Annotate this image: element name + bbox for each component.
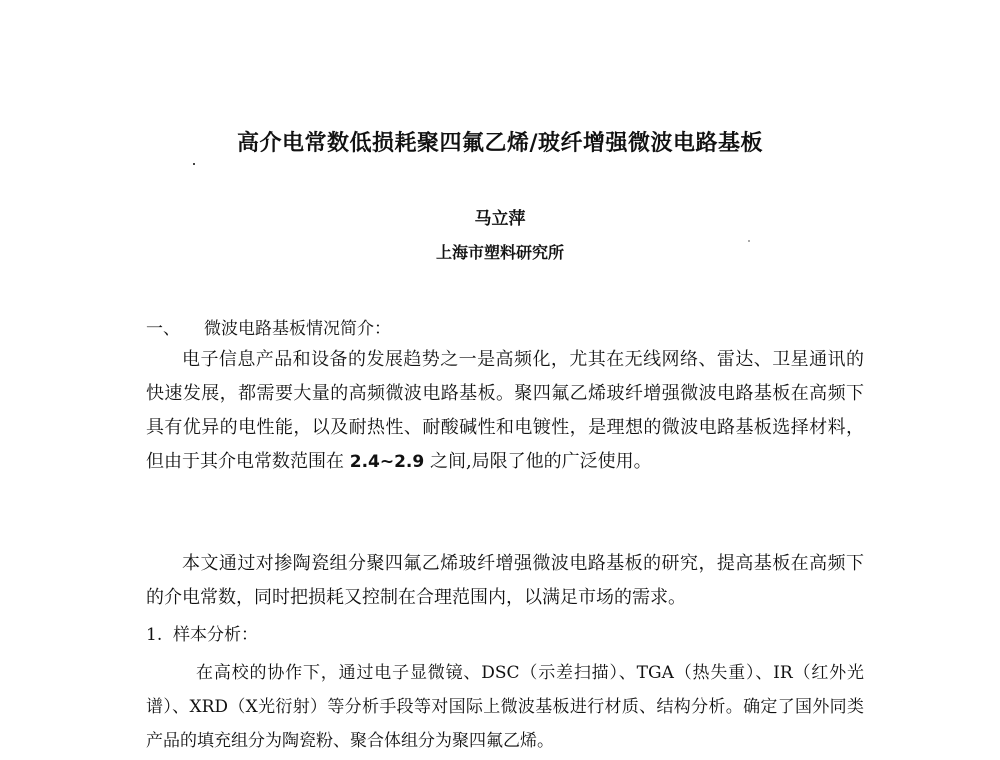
paragraph-intro-text-a: 电子信息产品和设备的发展趋势之一是高频化，尤其在无线网络、雷达、卫星通讯的快速发展，都需要大量的高频微波电路基板。聚四氟乙烯玻纤增强微波电路基板在高频下具有优异的电性能，以及耐热性、耐酸碱性和电镀性，是理想的微波电路基板选择材料，但由于其介电常数范围在	[146, 349, 864, 472]
paragraph-purpose: 本文通过对掺陶瓷组分聚四氟乙烯玻纤增强微波电路基板的研究，提高基板在高频下的介电常数，同时把损耗又控制在合理范围内，以满足市场的需求。	[146, 553, 864, 608]
paragraph-intro	[146, 343, 864, 479]
subsection-number: 1.	[146, 625, 163, 645]
paragraph-intro-text-b: 之间,局限了他的广泛使用。	[429, 451, 652, 472]
author-affiliation: 上海市塑料研究所	[435, 243, 564, 262]
subsection-title: 样本分析：	[173, 625, 259, 645]
scan-speck	[193, 163, 195, 165]
section-title: 微波电路基板情况简介：	[204, 319, 391, 339]
paragraph-sample-analysis: 在高校的协作下，通过电子显微镜、DSC（示差扫描）、TGA（热失重）、IR（红外光谱）、XRD（X光衍射）等分析手段等对国际上微波基板进行材质、结构分析。确定了国外同类产品的填充组分为陶瓷粉、聚合体组分为聚四氟乙烯。	[146, 663, 864, 751]
section-number: 一、	[146, 319, 180, 339]
author-name: 马立萍	[474, 209, 526, 229]
section-heading	[146, 314, 391, 339]
document-title: 高介电常数低损耗聚四氟乙烯/玻纤增强微波电路基板	[236, 130, 764, 156]
subsection-heading	[146, 620, 258, 645]
dielectric-range: 2.4~2.9	[349, 452, 425, 472]
